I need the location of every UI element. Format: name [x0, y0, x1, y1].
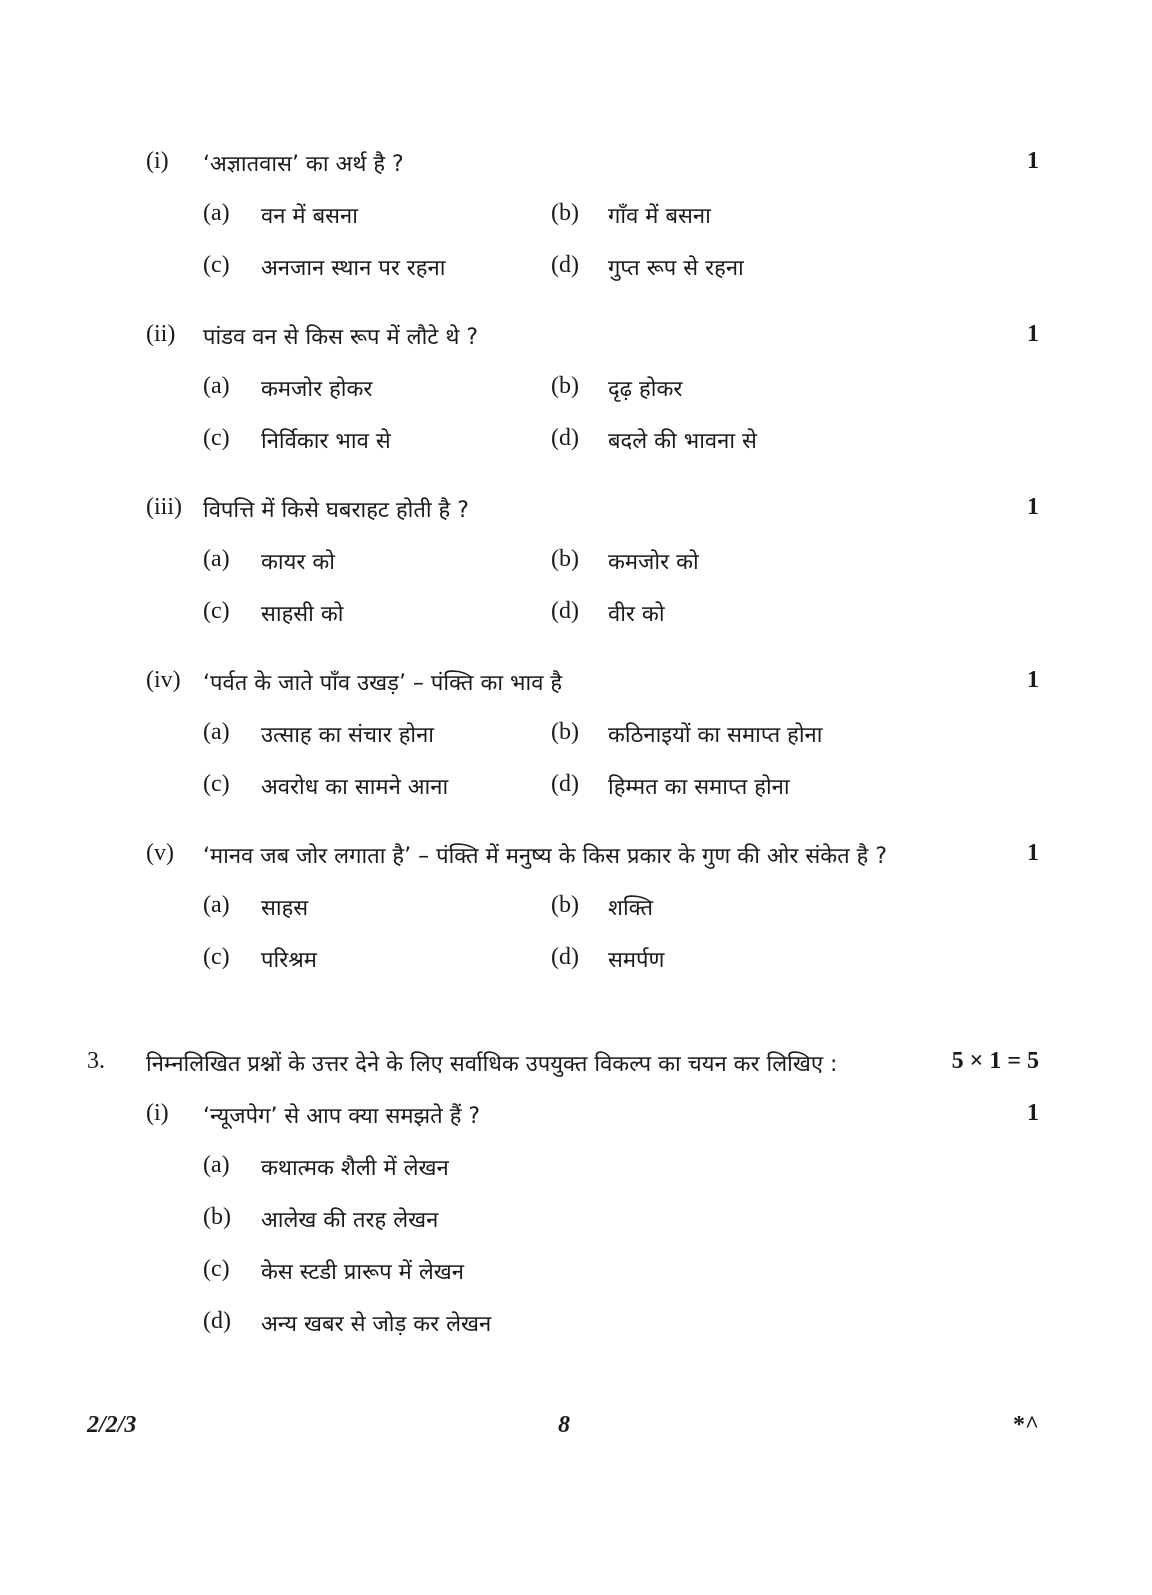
question-number: 3.: [87, 1048, 105, 1074]
option-text: गुप्त रूप से रहना: [608, 256, 744, 281]
option-text: गाँव में बसना: [608, 204, 711, 229]
option-text: आलेख की तरह लेखन: [261, 1208, 439, 1233]
option-text: केस स्टडी प्रारूप में लेखन: [261, 1260, 464, 1285]
option-label: (c): [203, 771, 230, 797]
option-text: बदले की भावना से: [608, 429, 757, 454]
subquestion-marks: 1: [1027, 148, 1039, 174]
question-text: निम्नलिखित प्रश्नों के उत्तर देने के लिए सर्वाधिक उपयुक्त विकल्प का चयन कर लिखिए :: [146, 1052, 838, 1077]
option-label: (a): [203, 373, 230, 399]
option-label: (b): [551, 546, 579, 572]
subquestion-text: ‘मानव जब जोर लगाता है’ – पंक्ति में मनुष्य के किस प्रकार के गुण की ओर संकेत है ?: [203, 844, 888, 869]
option-text: कमजोर होकर: [261, 377, 373, 402]
option-label: (a): [203, 719, 230, 745]
option-label: (d): [551, 598, 579, 624]
option-label: (a): [203, 1152, 230, 1178]
option-text: दृढ़ होकर: [608, 377, 683, 402]
option-label: (c): [203, 598, 230, 624]
option-label: (c): [203, 252, 230, 278]
option-label: (b): [551, 719, 579, 745]
option-label: (d): [203, 1308, 231, 1334]
option-label: (c): [203, 944, 230, 970]
subquestion-text: विपत्ति में किसे घबराहट होती है ?: [203, 498, 469, 523]
subquestion-marks: 1: [1027, 667, 1039, 693]
option-label: (d): [551, 425, 579, 451]
option-label: (b): [551, 200, 579, 226]
subquestion-marks: 1: [1027, 321, 1039, 347]
option-text: परिश्रम: [261, 948, 317, 973]
option-label: (d): [551, 252, 579, 278]
subquestion-number: (ii): [146, 321, 176, 347]
subquestion-number: (i): [146, 1100, 169, 1126]
option-text: वन में बसना: [261, 204, 358, 229]
option-text: शक्ति: [608, 896, 653, 921]
option-label: (a): [203, 200, 230, 226]
option-text: अनजान स्थान पर रहना: [261, 256, 446, 281]
subquestion-text: पांडव वन से किस रूप में लौटे थे ?: [203, 325, 479, 350]
option-label: (d): [551, 944, 579, 970]
subquestion-marks: 1: [1027, 494, 1039, 520]
option-label: (c): [203, 1256, 230, 1282]
option-text: साहस: [261, 896, 309, 921]
option-text: साहसी को: [261, 602, 344, 627]
option-label: (b): [203, 1204, 231, 1230]
subquestion-marks: 1: [1027, 1100, 1039, 1126]
option-text: हिम्मत का समाप्त होना: [608, 775, 790, 800]
footer-mark: *^: [1013, 1412, 1039, 1438]
subquestion-number: (v): [146, 840, 174, 866]
option-label: (b): [551, 373, 579, 399]
paper-code: 2/2/3: [87, 1412, 137, 1438]
option-label: (c): [203, 425, 230, 451]
option-label: (b): [551, 892, 579, 918]
option-text: अन्य खबर से जोड़ कर लेखन: [261, 1312, 492, 1337]
option-text: कायर को: [261, 550, 335, 575]
option-label: (a): [203, 546, 230, 572]
subquestion-marks: 1: [1027, 840, 1039, 866]
option-text: अवरोध का सामने आना: [261, 775, 449, 800]
subquestion-text: ‘पर्वत के जाते पाँव उखड़’ – पंक्ति का भाव है: [203, 671, 563, 696]
option-text: कथात्मक शैली में लेखन: [261, 1156, 449, 1181]
subquestion-text: ‘अज्ञातवास’ का अर्थ है ?: [203, 152, 404, 177]
page-number: 8: [558, 1412, 570, 1438]
option-text: कठिनाइयों का समाप्त होना: [608, 723, 823, 748]
option-text: उत्साह का संचार होना: [261, 723, 434, 748]
subquestion-number: (iii): [146, 494, 182, 520]
option-text: वीर को: [608, 602, 665, 627]
option-label: (d): [551, 771, 579, 797]
option-text: निर्विकार भाव से: [261, 429, 391, 454]
question-marks: 5 × 1 = 5: [951, 1048, 1039, 1074]
option-label: (a): [203, 892, 230, 918]
subquestion-text: ‘न्यूजपेग’ से आप क्या समझते हैं ?: [203, 1104, 481, 1129]
subquestion-number: (iv): [146, 667, 181, 693]
option-text: कमजोर को: [608, 550, 699, 575]
subquestion-number: (i): [146, 148, 169, 174]
option-text: समर्पण: [608, 948, 665, 973]
